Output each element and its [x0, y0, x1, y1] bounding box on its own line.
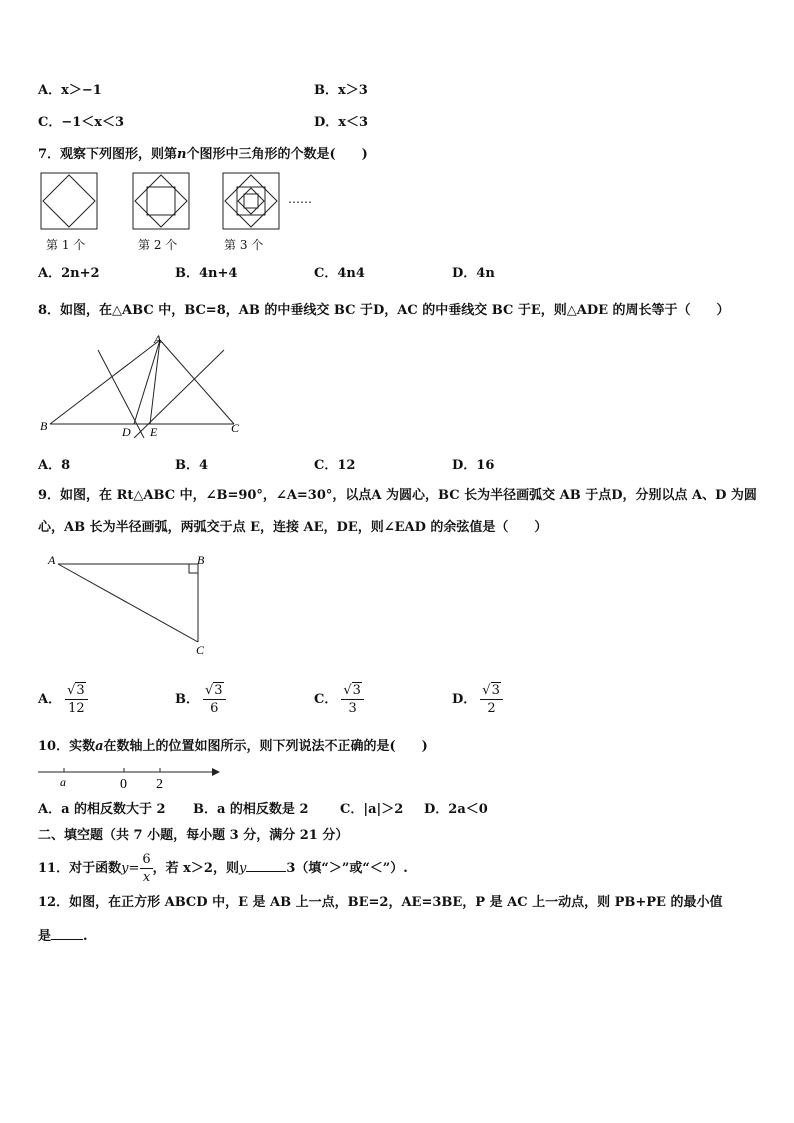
q7-caption-1: 第 1 个	[46, 238, 86, 252]
q10-option-b: B．a 的相反数是 2	[193, 802, 309, 817]
q8-label-b: B	[40, 419, 48, 433]
q8-triangle-figure	[38, 330, 244, 442]
q7-option-d: D．4n	[452, 266, 495, 281]
q10-axis-label-two: 2	[156, 777, 163, 792]
q6-option-c: C．−1＜x＜3	[38, 115, 125, 130]
q11-frac-den: x	[142, 870, 151, 885]
q9-option-d-letter: D．	[452, 692, 477, 707]
q9-option-c-letter: C．	[314, 692, 338, 707]
q8-label-d: D	[122, 425, 131, 439]
q10-stem-post: 在数轴上的位置如图所示，则下列说法不正确的是( )	[103, 739, 428, 754]
q7-caption-3: 第 3 个	[224, 238, 264, 252]
q9-option-a-num: 3	[76, 683, 85, 698]
q8-stem: 8．如图，在△ABC 中，BC=8，AB 的中垂线交 BC 于D，AC 的中垂线交 BC 于E，则△ADE 的周长等于（ ）	[38, 303, 730, 318]
q9-option-b-den: 6	[210, 701, 219, 716]
q9-option-d: D． $\frac{√3}{2}$	[452, 682, 503, 717]
q9-option-c-den: 3	[348, 701, 357, 716]
q8-label-c: C	[231, 421, 240, 435]
q7-figure-3	[222, 172, 280, 230]
q6-option-d: D．x＜3	[314, 115, 369, 130]
q8-option-a: A．8	[38, 458, 71, 473]
q7-stem-post: 个图形中三角形的个数是( )	[186, 147, 368, 162]
q9-option-a-den: 12	[68, 701, 85, 716]
q9-stem-line2: 心，AB 长为半径画弧，两弧交于点 E，连接 AE，DE，则∠EAD 的余弦值是（ ）	[38, 520, 548, 535]
q9-stem-line1: 9．如图，在 Rt△ABC 中，∠B=90°，∠A=30°，以点A 为圆心，BC 长为半径画弧交 AB 于点D，分别以点 A、D 为圆	[38, 488, 757, 503]
q11-pre: 11．对于函数	[38, 861, 122, 876]
q11-mid: ，若 x＞2，则	[152, 861, 239, 876]
q7-option-b: B．4n+4	[175, 266, 238, 281]
q9-label-b: B	[197, 553, 205, 567]
q8-option-d: D．16	[452, 458, 495, 473]
q7-figure-1	[40, 172, 98, 230]
q9-option-b-num: 3	[214, 683, 223, 698]
q10-axis-label-zero: 0	[120, 777, 127, 792]
q9-option-d-den: 2	[487, 701, 496, 716]
q7-caption-2: 第 2 个	[138, 238, 178, 252]
q8-option-c: C．12	[314, 458, 356, 473]
q11-line	[38, 850, 408, 888]
q9-label-c: C	[196, 643, 205, 657]
q6-option-b: B．x＞3	[314, 83, 368, 98]
q7-figure-2	[132, 172, 190, 230]
q11-post: 3（填“＞”或“＜”）.	[286, 861, 408, 876]
q7-option-a: A．2n+2	[38, 266, 100, 281]
q10-option-d: D．2a＜0	[424, 802, 488, 817]
q8-option-b: B．4	[175, 458, 209, 473]
q11-y2: y	[238, 861, 247, 876]
q6-option-a: A．x＞−1	[38, 83, 102, 98]
q11-frac-num: 6	[142, 852, 151, 867]
q9-option-c-num: 3	[352, 683, 361, 698]
q12-line2-post: .	[83, 929, 88, 944]
q9-right-triangle-figure	[42, 550, 218, 658]
q9-option-a: A． $\frac{√3}{12}$	[38, 682, 88, 717]
q8-label-a: A	[154, 332, 162, 346]
q9-option-c: C． $\frac{√3}{3}$	[314, 682, 364, 717]
q7-option-c: C．4n4	[314, 266, 365, 281]
q9-option-b-letter: B．	[175, 692, 199, 707]
section2-heading: 二、填空题（共 7 小题，每小题 3 分，满分 21 分）	[38, 828, 349, 843]
q11-answer-blank[interactable]	[246, 871, 286, 872]
q9-option-b: B． $\frac{√3}{6}$	[175, 682, 226, 717]
q9-label-a: A	[48, 553, 56, 567]
q7-stem-var: n	[177, 147, 187, 162]
q9-option-d-num: 3	[491, 683, 500, 698]
q10-stem	[38, 738, 428, 756]
q7-stem-pre: 7．观察下列图形，则第	[38, 147, 178, 162]
q10-option-c: C．|a|＞2	[340, 802, 404, 817]
q10-number-line	[36, 762, 226, 792]
q10-stem-pre: 10．实数	[38, 739, 96, 754]
q7-ellipsis: ……	[288, 192, 312, 206]
q10-option-a: A．a 的相反数大于 2	[38, 802, 166, 817]
q12-line1: 12．如图，在正方形 ABCD 中，E 是 AB 上一点，BE=2，AE=3BE，P 是 AC 上一动点，则 PB+PE 的最小值	[38, 895, 723, 910]
q12-line2-pre: 是	[38, 929, 52, 944]
q11-eq: =	[128, 861, 140, 876]
q11-y: y	[121, 861, 129, 876]
q8-label-e: E	[150, 425, 158, 439]
q9-option-a-letter: A．	[38, 692, 62, 707]
q12-line2	[38, 928, 88, 946]
q10-axis-label-a: a	[60, 775, 66, 789]
q12-answer-blank[interactable]	[51, 939, 83, 940]
q7-stem	[38, 146, 368, 164]
q10-stem-var: a	[95, 739, 104, 754]
